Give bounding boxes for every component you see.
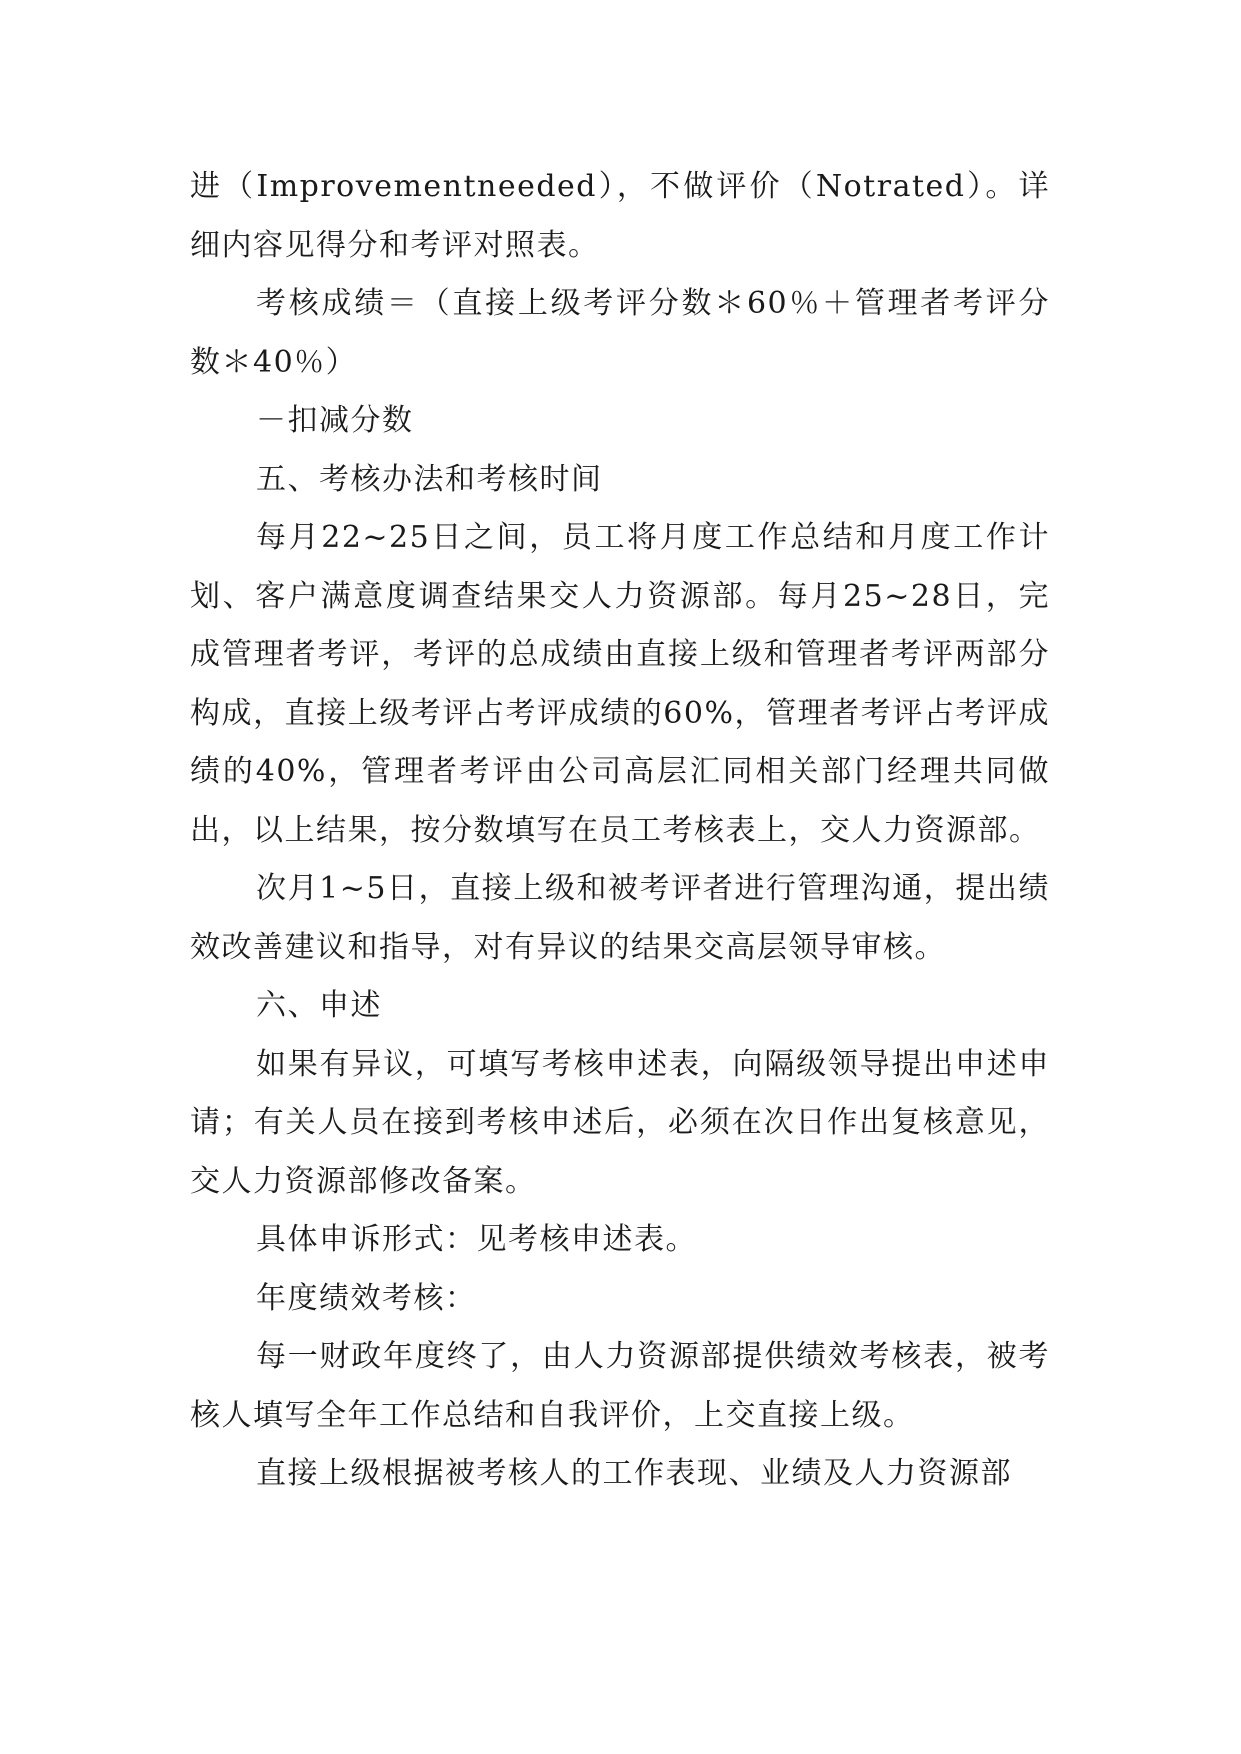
document-body <box>190 158 1050 1504</box>
section-heading-method-time: 五、考核办法和考核时间 <box>256 461 603 497</box>
paragraph-supervisor-review: 直接上级根据被考核人的工作表现、业绩及人力资源部 <box>256 1456 1012 1491</box>
paragraph-appeal-form: 具体申诉形式：见考核申述表。 <box>256 1222 697 1257</box>
paragraph-deduction: －扣减分数 <box>256 403 414 438</box>
paragraph-annual-review-process: 每一财政年度终了，由人力资源部提供绩效考核表，被考核人填写全年工作总结和自我评价，上交直接上级。 <box>190 1339 1050 1433</box>
paragraph-rating-continuation: 进（Improvementneeded），不做评价（Notrated）。详细内容见得分和考评对照表。 <box>190 169 1050 263</box>
paragraph-monthly-schedule: 每月22~25日之间，员工将月度工作总结和月度工作计划、客户满意度调查结果交人力资源部。每月25~28日，完成管理者考评，考评的总成绩由直接上级和管理者考评两部分构成，直接上级考评占考评成绩的60%，管理者考评占考评成绩的40%，管理者考评由公司高层汇同相关部门经理共同做出，以上结果，按分数填写在员工考核表上，交人力资源部。 <box>190 520 1050 848</box>
paragraph-appeal-procedure: 如果有异议，可填写考核申述表，向隔级领导提出申述申请；有关人员在接到考核申述后，必须在次日作出复核意见，交人力资源部修改备案。 <box>190 1046 1050 1199</box>
paragraph-score-formula: 考核成绩＝（直接上级考评分数＊60％＋管理者考评分数＊40％） <box>190 286 1050 380</box>
paragraph-next-month-communication: 次月1~5日，直接上级和被考评者进行管理沟通，提出绩效改善建议和指导，对有异议的结果交高层领导审核。 <box>190 871 1050 965</box>
section-heading-appeal: 六、申述 <box>256 988 382 1023</box>
paragraph-annual-review-heading: 年度绩效考核： <box>256 1280 477 1316</box>
